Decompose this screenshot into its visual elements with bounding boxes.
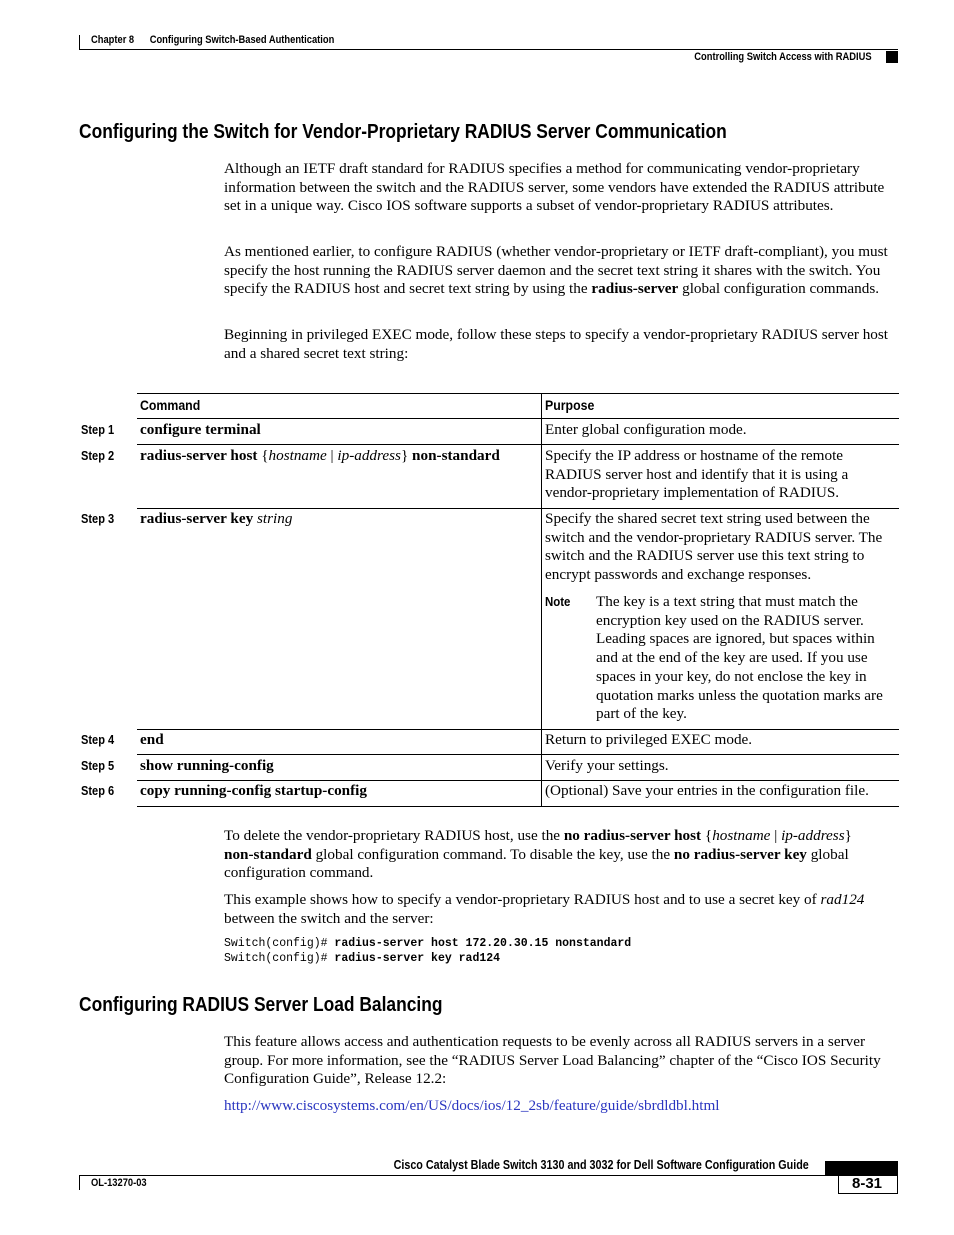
step-label: Step 6 xyxy=(81,783,115,798)
note-label: Note xyxy=(545,594,571,609)
footer-guide-title: Cisco Catalyst Blade Switch 3130 and 3032 for Dell Software Configuration Guide xyxy=(393,1158,809,1172)
header-marker-block xyxy=(886,51,898,63)
command-cell: end xyxy=(140,731,164,748)
column-header-command: Command xyxy=(140,397,201,413)
table-row-rule xyxy=(137,729,899,730)
table-row-rule xyxy=(137,780,899,781)
step-label: Step 1 xyxy=(81,422,115,437)
code-line: Switch(config)# radius-server host 172.20.30.15 nonstandard xyxy=(224,937,632,950)
section-heading-vendor-proprietary: Configuring the Switch for Vendor-Proprietary RADIUS Server Communication xyxy=(79,121,727,143)
paragraph-configure-radius: As mentioned earlier, to configure RADIUS (whether vendor-proprietary or IETF draft-compliant), you must specify the host running the RADIUS server daemon and the secret text string it shares with the switch. You specify the RADIUS host and secret text string by using the radius-server global configuration commands. xyxy=(224,243,888,298)
table-row-rule xyxy=(137,508,899,509)
command-cell: show running-config xyxy=(140,757,274,774)
step-label: Step 5 xyxy=(81,758,115,773)
purpose-cell: Specify the shared secret text string used between the switch and the vendor-proprietary RADIUS server. The switch and the RADIUS server use this text string to encrypt passwords and exchange responses. xyxy=(545,510,883,584)
purpose-cell: Return to privileged EXEC mode. xyxy=(545,731,753,748)
table-column-divider xyxy=(541,393,542,807)
paragraph-load-balancing: This feature allows access and authentication requests to be evenly across all RADIUS servers in a server group. For more information, see the “RADIUS Server Load Balancing” chapter of the “Cisco IOS Security Configuration Guide”, Release 12.2: xyxy=(224,1033,881,1088)
header-rule xyxy=(79,49,898,50)
command-cell: radius-server host {hostname | ip-address} non-standard xyxy=(140,447,500,464)
paragraph-example: This example shows how to specify a vendor-proprietary RADIUS host and to use a secret key of rad124 between the switch and the server: xyxy=(224,891,865,927)
column-header-purpose: Purpose xyxy=(545,397,595,413)
paragraph-steps-intro: Beginning in privileged EXEC mode, follow these steps to specify a vendor-proprietary RADIUS server host and a shared secret text string: xyxy=(224,326,889,362)
footer-marker-block xyxy=(825,1161,898,1175)
step-label: Step 4 xyxy=(81,732,115,747)
purpose-cell: Specify the IP address or hostname of the remote RADIUS server host and identify that it is using a vendor-proprietary implementation of RADIUS. xyxy=(545,447,849,502)
section-heading-load-balancing: Configuring RADIUS Server Load Balancing xyxy=(79,994,443,1016)
table-bottom-rule xyxy=(137,806,899,807)
note-text: The key is a text string that must match the encryption key used on the RADIUS server. Leading spaces are ignored, but spaces within and at the end of the key are used. If you use spaces in your key, do not enclose the key in quotation marks unless the quotation marks are part of the key. xyxy=(596,593,883,723)
purpose-cell: Enter global configuration mode. xyxy=(545,421,747,438)
paragraph-delete-host: To delete the vendor-proprietary RADIUS host, use the no radius-server host {hostname | ip-address} non-standard global configuration command. To disable the key, use the no radius-server key global configuration command. xyxy=(224,827,852,882)
step-label: Step 3 xyxy=(81,511,115,526)
purpose-cell: (Optional) Save your entries in the configuration file. xyxy=(545,782,869,799)
footer-doc-number: OL-13270-03 xyxy=(91,1177,147,1189)
footer-left-rule xyxy=(79,1175,80,1190)
table-row-rule xyxy=(137,754,899,755)
footer-rule xyxy=(79,1175,898,1176)
purpose-cell: Verify your settings. xyxy=(545,757,669,774)
header-left-rule xyxy=(79,35,80,50)
reference-link[interactable]: http://www.ciscosystems.com/en/US/docs/ios/12_2sb/feature/guide/sbrdldbl.html xyxy=(224,1097,720,1114)
header-chapter: Chapter 8 Configuring Switch-Based Authentication xyxy=(91,34,335,46)
step-label: Step 2 xyxy=(81,448,115,463)
table-top-rule xyxy=(137,393,899,394)
table-row-rule xyxy=(137,418,899,419)
page-number: 8-31 xyxy=(852,1175,883,1192)
command-cell: radius-server key string xyxy=(140,510,293,527)
header-section: Controlling Switch Access with RADIUS xyxy=(694,51,872,63)
command-cell: configure terminal xyxy=(140,421,261,438)
paragraph-intro: Although an IETF draft standard for RADIUS specifies a method for communicating vendor-proprietary information between the switch and the RADIUS server, some vendors have extended the RADIUS attribute set in a unique way. Cisco IOS software supports a subset of vendor-proprietary RADIUS attributes. xyxy=(224,160,885,215)
command-cell: copy running-config startup-config xyxy=(140,782,367,799)
code-line: Switch(config)# radius-server key rad124 xyxy=(224,952,501,965)
table-row-rule xyxy=(137,444,899,445)
